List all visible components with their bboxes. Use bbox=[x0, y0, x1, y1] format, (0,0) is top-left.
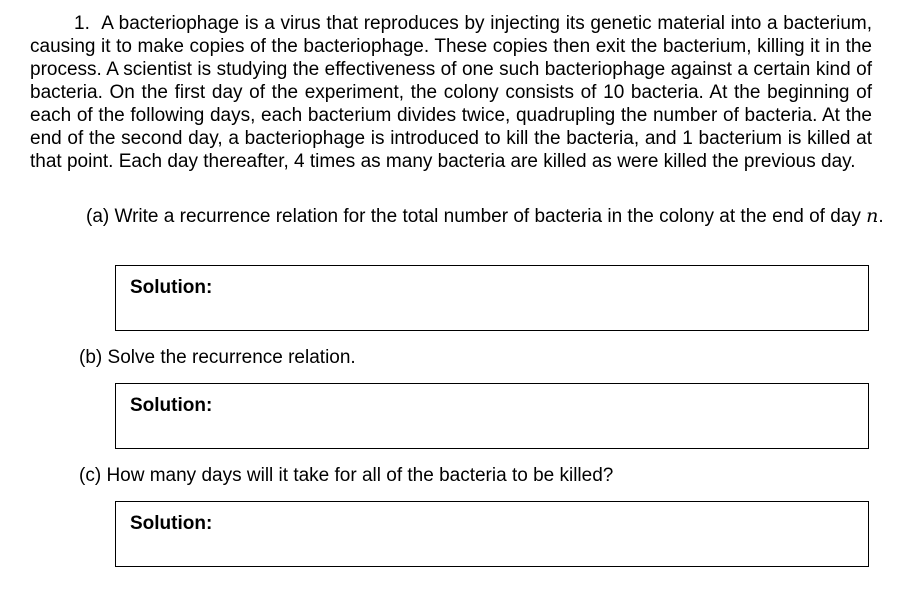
part-c-text: How many days will it take for all of the bacteria to be killed? bbox=[106, 465, 614, 486]
part-b-question bbox=[79, 346, 356, 369]
solution-label-a: Solution: bbox=[130, 277, 213, 298]
problem-number: 1. bbox=[74, 13, 90, 34]
part-a-question bbox=[86, 205, 900, 228]
solution-box-a bbox=[115, 265, 869, 331]
part-a-end: . bbox=[878, 206, 884, 227]
problem-text: A bacteriophage is a virus that reproduces by injecting its genetic material into a bacterium, causing it to make copies of the bacteriophage. These copies then exit the bacterium, killing it in the process. A scientist is studying the effectiveness of one such bacteriophage against a certain kind of bacteria. On the first day of the experiment, the colony consists of 10 bacteria. At the beginning of each of the following days, each bacterium divides twice, quadrupling the number of bacteria. At the end of the second day, a bacteriophage is introduced to kill the bacteria, and 1 bacterium is killed at that point. Each day thereafter, 4 times as many bacteria are killed as were killed the previous day. bbox=[30, 13, 872, 172]
part-a-text: Write a recurrence relation for the total number of bacteria in the colony at the end of day bbox=[114, 206, 861, 227]
solution-box-b bbox=[115, 383, 869, 449]
part-a-label: (a) bbox=[86, 206, 110, 227]
part-c-label: (c) bbox=[79, 465, 102, 486]
solution-box-c bbox=[115, 501, 869, 567]
part-c-question bbox=[79, 464, 613, 487]
problem-statement bbox=[30, 12, 872, 173]
solution-label-b: Solution: bbox=[130, 395, 213, 416]
part-b-label: (b) bbox=[79, 347, 103, 368]
part-b-text: Solve the recurrence relation. bbox=[107, 347, 356, 368]
part-a-variable: n bbox=[866, 205, 879, 227]
solution-label-c: Solution: bbox=[130, 513, 213, 534]
